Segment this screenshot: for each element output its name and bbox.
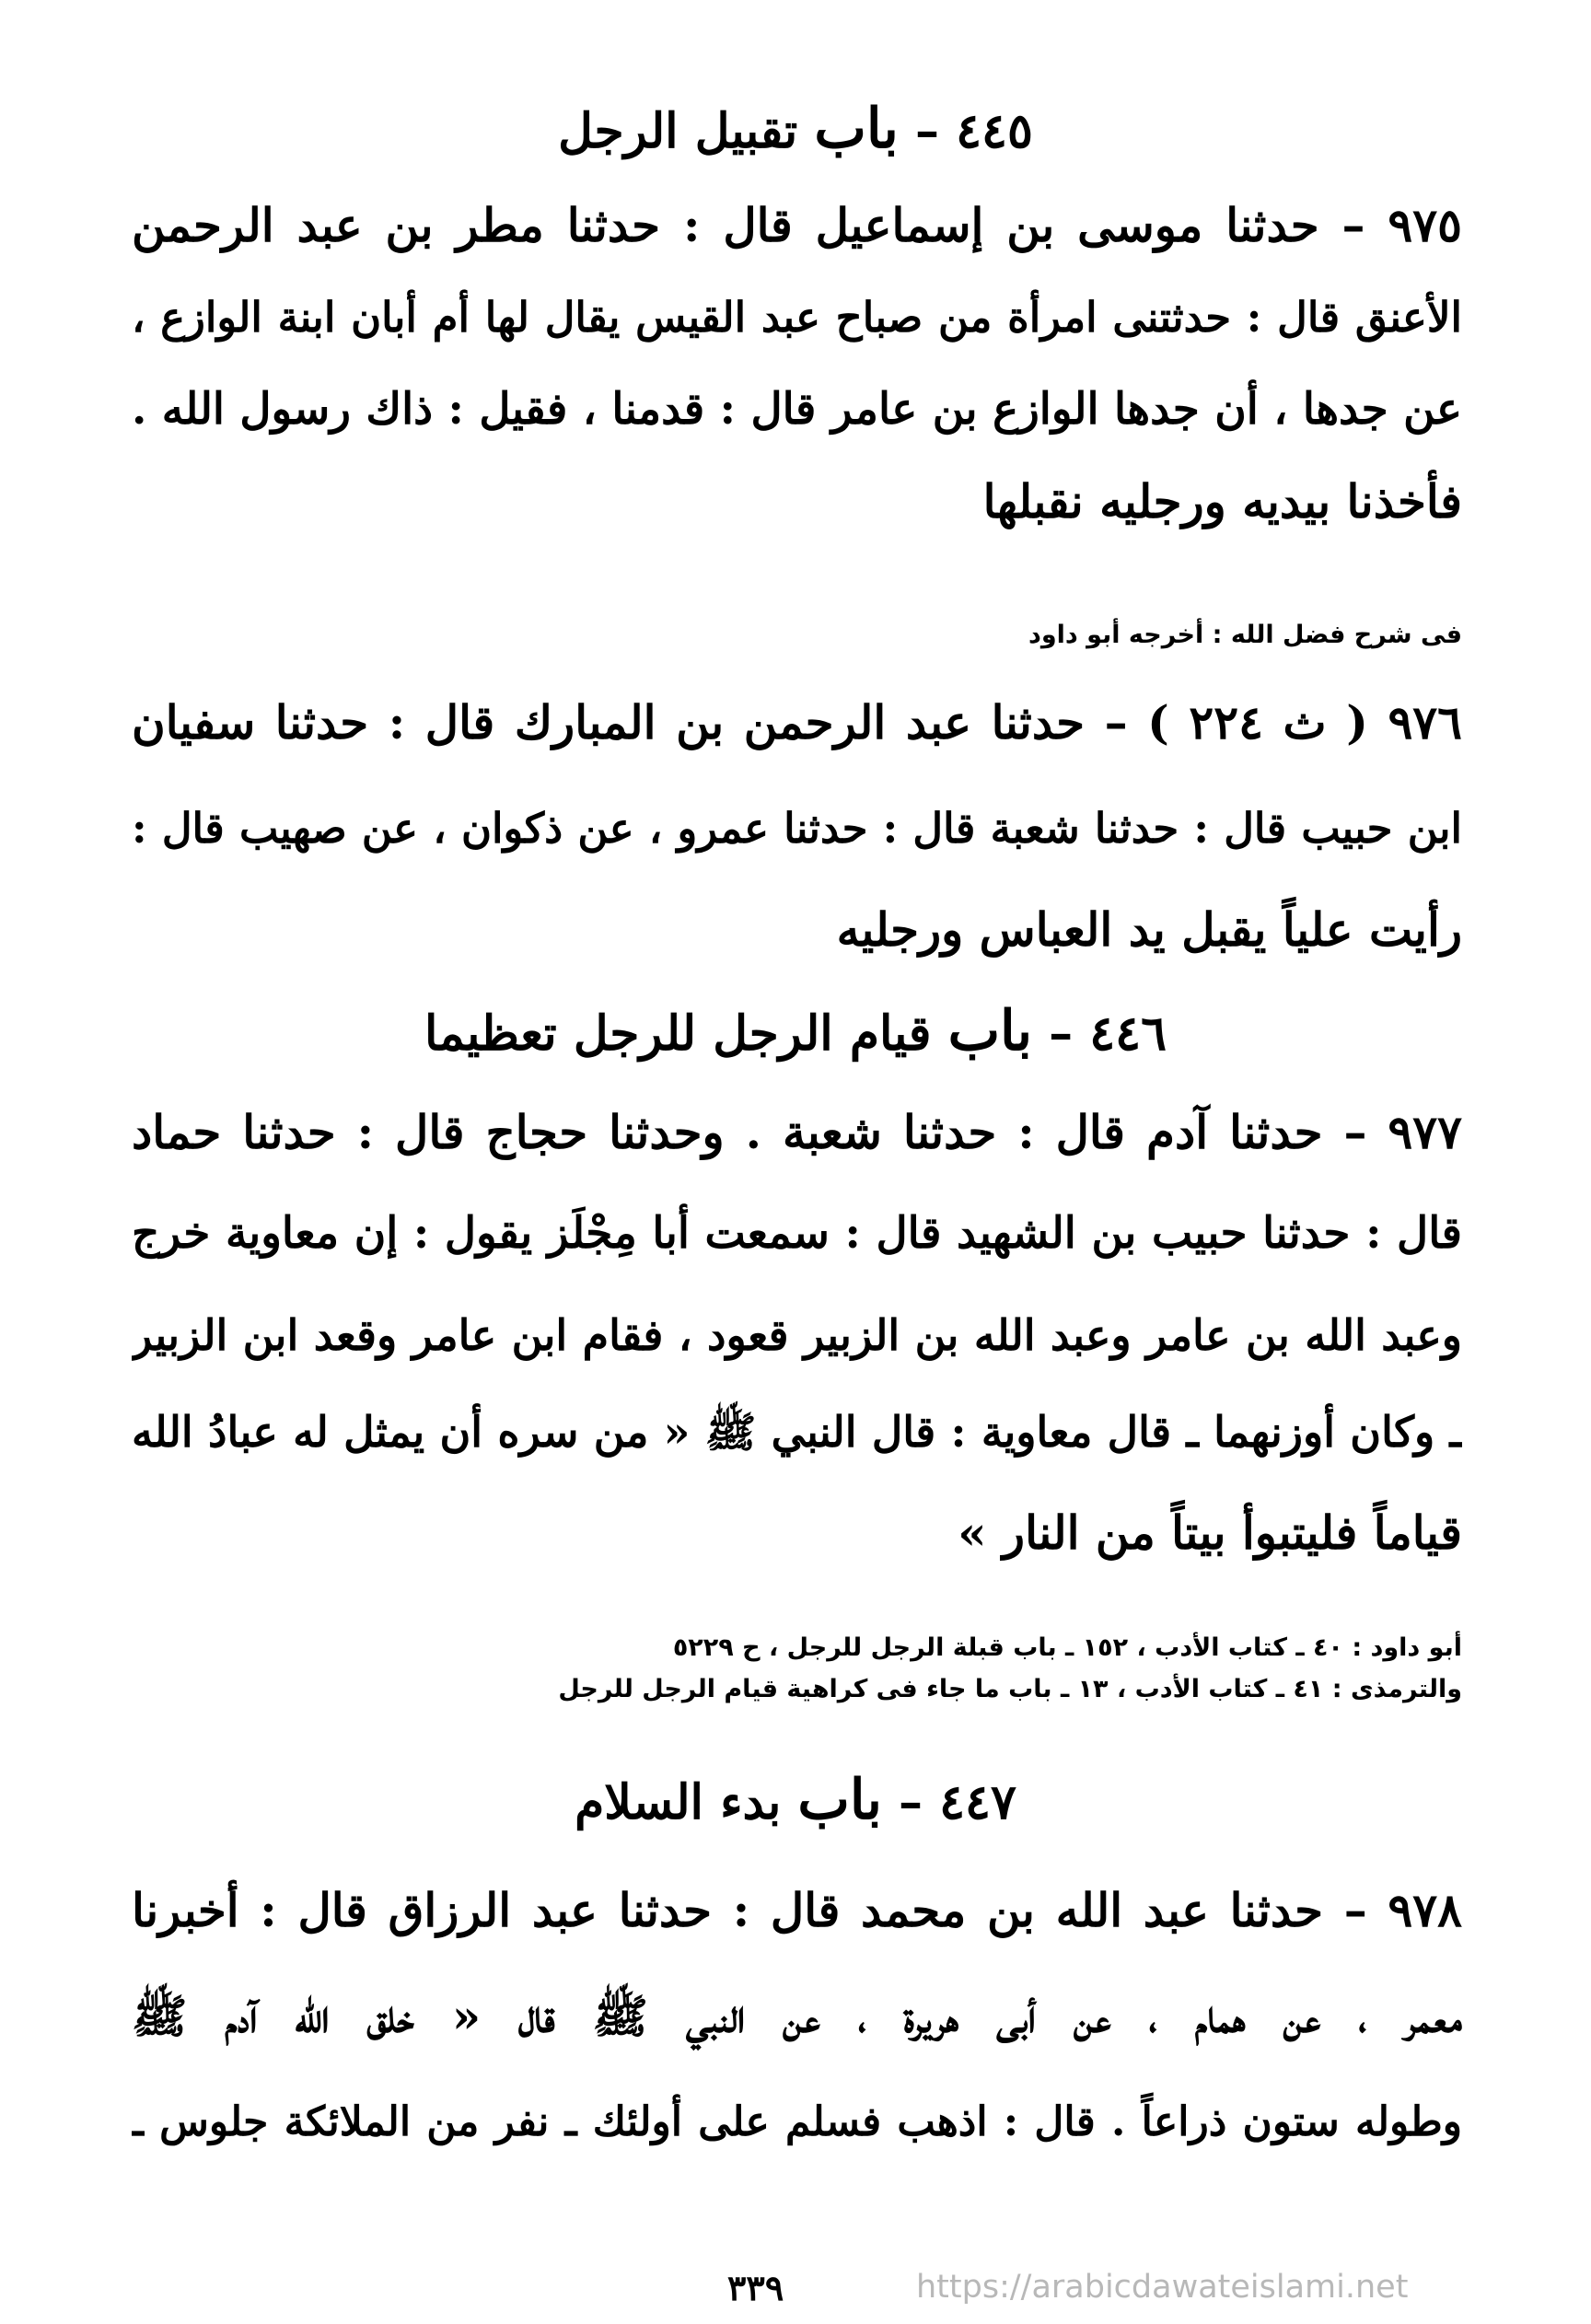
text-line: فأخذنا بيديه ورجليه نقبلها [982,474,1462,529]
heading-dash: – [914,103,939,159]
chapter-number: ٤٤٥ [956,103,1033,159]
text-line: الأعنق قال : حدثتنى امرأة من صباح عبد القيس يقال لها أم أبان ابنة الوازع ، [132,293,1462,342]
chapter-heading-447 [0,1763,1591,1840]
page-footer [0,2260,1591,2316]
watermark-url: https://arabicdawateislami.net [916,2269,1409,2306]
heading-dash: – [899,1774,923,1830]
text-line: ٩٧٦ ( ث ٢٢٤ ) – حدثنا عبد الرحمن بن المبارك قال : حدثنا سفيان [132,695,1462,749]
footnote: أبو داود : ٤٠ ـ كتاب الأدب ، ١٥٢ ـ باب قبلة الرجل للرجل ، ح ٥٢٢٩ [672,1633,1462,1662]
bab-label: باب [947,999,1033,1063]
text-line: ٩٧٧ – حدثنا آدم قال : حدثنا شعبة . وحدثنا حجاج قال : حدثنا حماد [132,1105,1462,1159]
bab-label: باب [814,97,899,161]
text-line: ـ وكان أوزنهما ـ قال معاوية : قال النبي ﷺ « من سره أن يمثل له عبادُ الله [132,1407,1462,1457]
chapter-heading-446 [0,994,1591,1071]
page-number: ٣٣٩ [727,2267,784,2308]
text-line: قياماً فليتبوأ بيتاً من النار » [958,1505,1462,1560]
chapter-number: ٤٤٧ [939,1774,1016,1830]
text-line: ٩٧٨ – حدثنا عبد الله بن محمد قال : حدثنا عبد الرزاق قال : أخبرنا [132,1883,1462,1937]
chapter-title: قيام الرجل للرجل تعظيما [424,1005,932,1062]
text-line: وعبد الله بن عامر وعبد الله بن الزبير قعود ، فقام ابن عامر وقعد ابن الزبير [132,1310,1462,1360]
footnote: والترمذى : ٤١ ـ كتاب الأدب ، ١٣ ـ باب ما جاء فى كراهية قيام الرجل للرجل [558,1675,1462,1703]
text-line: عن جدها ، أن جدها الوازع بن عامر قال : قدمنا ، فقيل : ذاك رسول الله . [132,384,1462,435]
chapter-title: بدء السلام [575,1774,782,1830]
text-line: ٩٧٥ – حدثنا موسى بن إسماعيل قال : حدثنا مطر بن عبد الرحمن [132,198,1462,252]
chapter-number: ٤٤٦ [1089,1005,1167,1062]
text-line: ابن حبيب قال : حدثنا شعبة قال : حدثنا عمرو ، عن ذكوان ، عن صهيب قال : [132,804,1462,853]
text-line: وطوله ستون ذراعاً . قال : اذهب فسلم على أولئك ـ نفر من الملائكة جلوس ـ [132,2098,1462,2145]
footnote: فى شرح فضل الله : أخرجه أبو داود [1028,621,1462,649]
text-line: معمر ، عن همام ، عن أبى هريرة ، عن النبي ﷺ قال « خلق الله آدم ﷺ [132,1989,1462,2043]
bab-label: باب [797,1768,882,1832]
chapter-title: تقبيل الرجل [558,103,798,159]
chapter-heading-445 [0,92,1591,168]
text-line: قال : حدثنا حبيب بن الشهيد قال : سمعت أبا مِجْلَز يقول : إن معاوية خرج [132,1208,1462,1259]
text-line: رأيت علياً يقبل يد العباس ورجليه [836,902,1462,957]
heading-dash: – [1049,1005,1074,1062]
